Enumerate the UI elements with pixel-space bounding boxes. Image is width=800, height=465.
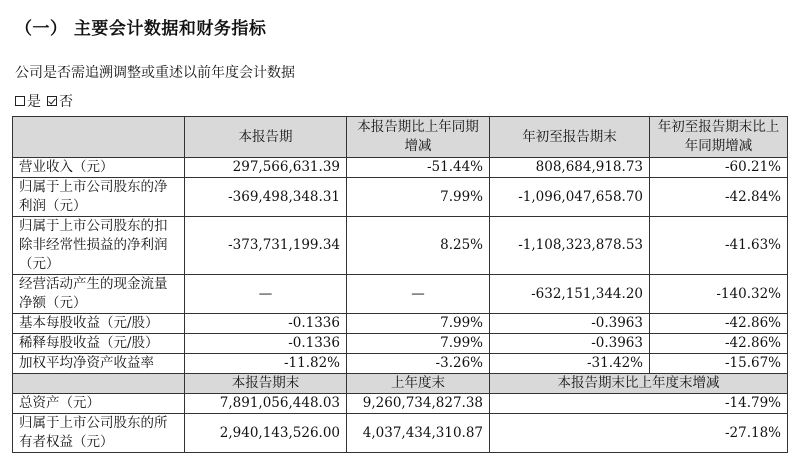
- cell-value: 297,566,631.39: [185, 158, 347, 178]
- row-label: 加权平均净资产收益率: [13, 354, 185, 374]
- cell-value: -0.3963: [490, 314, 650, 334]
- section-heading: （一） 主要会计数据和财务指标: [15, 19, 267, 39]
- cell-value: 7.99%: [347, 334, 490, 354]
- restatement-choices: [15, 91, 73, 111]
- header-cell: 本报告期末: [185, 374, 347, 394]
- cell-value: -369,498,348.31: [185, 178, 347, 217]
- cell-value: -11.82%: [185, 354, 347, 374]
- header-cell: 年初至报告期末: [490, 117, 650, 158]
- financial-data-table: [12, 116, 788, 453]
- cell-value: 9,260,734,827.38: [347, 394, 490, 414]
- header-cell-empty: [13, 117, 185, 158]
- row-label: 归属于上市公司股东的扣除非经常性损益的净利润（元）: [13, 217, 185, 275]
- choice-yes[interactable]: [15, 91, 41, 111]
- header-cell: 本报告期比上年同期增减: [347, 117, 490, 158]
- restatement-question: 公司是否需追溯调整或重述以前年度会计数据: [15, 65, 295, 81]
- cell-value: —: [347, 275, 490, 314]
- row-label: 基本每股收益（元/股）: [13, 314, 185, 334]
- row-label: 经营活动产生的现金流量净额（元）: [13, 275, 185, 314]
- cell-value: 8.25%: [347, 217, 490, 275]
- cell-value: -42.84%: [650, 178, 788, 217]
- table-row: [13, 178, 788, 217]
- cell-value: -51.44%: [347, 158, 490, 178]
- header-cell: 年初至报告期末比上年同期增减: [650, 117, 788, 158]
- table-header-row: [13, 117, 788, 158]
- table-row: [13, 394, 788, 414]
- cell-value: -3.26%: [347, 354, 490, 374]
- cell-value: -60.21%: [650, 158, 788, 178]
- row-label: 总资产（元）: [13, 394, 185, 414]
- cell-value: -27.18%: [490, 414, 788, 453]
- cell-value: -1,108,323,878.53: [490, 217, 650, 275]
- choice-no-label: 否: [59, 94, 73, 110]
- cell-value: 4,037,434,310.87: [347, 414, 490, 453]
- table-header-row: [13, 374, 788, 394]
- cell-value: -0.1336: [185, 334, 347, 354]
- row-label: 营业收入（元）: [13, 158, 185, 178]
- table-row: [13, 275, 788, 314]
- cell-value: -31.42%: [490, 354, 650, 374]
- cell-value: 7.99%: [347, 178, 490, 217]
- cell-value: -0.1336: [185, 314, 347, 334]
- cell-value: -42.86%: [650, 334, 788, 354]
- table-row: [13, 354, 788, 374]
- cell-value: 2,940,143,526.00: [185, 414, 347, 453]
- cell-value: -1,096,047,658.70: [490, 178, 650, 217]
- cell-value: -41.63%: [650, 217, 788, 275]
- checkbox-unchecked-icon: [15, 96, 25, 106]
- row-label: 稀释每股收益（元/股）: [13, 334, 185, 354]
- cell-value: -373,731,199.34: [185, 217, 347, 275]
- table-row: [13, 158, 788, 178]
- row-label: 归属于上市公司股东的净利润（元）: [13, 178, 185, 217]
- header-cell: 本报告期末比上年度末增减: [490, 374, 788, 394]
- choice-no[interactable]: [47, 91, 73, 111]
- checkbox-checked-icon: [47, 96, 57, 106]
- header-cell: 上年度末: [347, 374, 490, 394]
- cell-value: -0.3963: [490, 334, 650, 354]
- cell-value: -140.32%: [650, 275, 788, 314]
- cell-value: -15.67%: [650, 354, 788, 374]
- cell-value: —: [185, 275, 347, 314]
- header-cell: 本报告期: [185, 117, 347, 158]
- table-row: [13, 314, 788, 334]
- header-cell-empty: [13, 374, 185, 394]
- cell-value: -632,151,344.20: [490, 275, 650, 314]
- row-label: 归属于上市公司股东的所有者权益（元）: [13, 414, 185, 453]
- cell-value: -42.86%: [650, 314, 788, 334]
- table-row: [13, 414, 788, 453]
- cell-value: 7.99%: [347, 314, 490, 334]
- table-row: [13, 217, 788, 275]
- cell-value: 7,891,056,448.03: [185, 394, 347, 414]
- table-row: [13, 334, 788, 354]
- cell-value: 808,684,918.73: [490, 158, 650, 178]
- cell-value: -14.79%: [490, 394, 788, 414]
- choice-yes-label: 是: [27, 94, 41, 110]
